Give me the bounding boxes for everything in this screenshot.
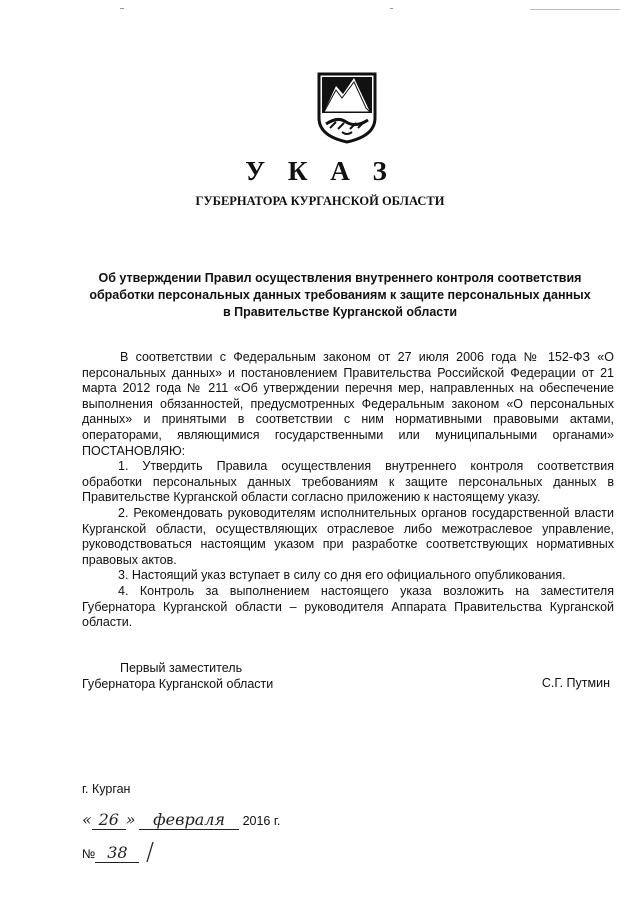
signatory-name: С.Г. Путмин [541, 676, 610, 690]
heading-line: обработки персональных данных требованиям к защите персональных данных [89, 288, 591, 302]
body-paragraph: 3. Настоящий указ вступает в силу со дня его официального опубликования. [118, 568, 566, 583]
number-label: № [82, 847, 96, 861]
scan-artifact [120, 8, 124, 9]
document-subtitle: ГУБЕРНАТОРА КУРГАНСКОЙ ОБЛАСТИ [195, 194, 445, 208]
number-value: 38 [95, 843, 139, 863]
position-line: Губернатора Курганской области [82, 677, 274, 691]
position-line: Первый заместитель [120, 661, 243, 675]
date-month: февраля [139, 810, 239, 830]
document-date [82, 810, 280, 830]
document-heading [70, 270, 610, 321]
document-title: У К А З [245, 156, 395, 186]
handwritten-stroke-icon [143, 840, 157, 864]
city: г. Курган [82, 782, 131, 796]
date-open-quote: « [82, 810, 92, 829]
scan-artifact [390, 8, 393, 9]
body-paragraph: В соответствии с Федеральным законом от 27 июля 2006 года № 152-ФЗ «О персональных данных» и постановлением Правительства Российской Федерации от 21 марта 2012 года № 211 «Об утверждении перечня мер, направленных на обеспечение выполнения обязанностей, предусмотренных Федеральным законом «О персональных данных» и принятыми в соответствии с ним нормативными правовыми актами, операторами, являющимися государственными или муниципальными органами» ПОСТАНОВЛЯЮ: [82, 350, 614, 458]
signatory-position [82, 660, 273, 692]
heading-line: в Правительстве Курганской области [222, 305, 458, 319]
body-paragraph: 2. Рекомендовать руководителям исполнительных органов государственной власти Курганской области, осуществляющих отраслевое либо межотраслевое управление, руководствоваться настоящим указом при разработке соответствующих нормативных правовых актов. [82, 505, 614, 567]
heading-line: Об утверждении Правил осуществления внутреннего контроля соответствия [98, 271, 582, 285]
scan-artifact [530, 9, 620, 10]
document-body [82, 350, 614, 631]
body-paragraph: 4. Контроль за выполнением настоящего указа возложить на заместителя Губернатора Курганской области – руководителя Аппарата Правительства Курганской области. [82, 583, 614, 630]
date-year: 2016 г. [242, 814, 281, 828]
body-paragraph: 1. Утвердить Правила осуществления внутреннего контроля соответствия обработки персональных данных требованиям к защите персональных данных в Правительстве Курганской области согласно приложению к настоящему указу. [82, 459, 614, 505]
date-close-quote: » [125, 810, 136, 829]
date-day: 26 [92, 810, 126, 830]
document-number [82, 840, 157, 864]
kurgan-coat-of-arms-icon [316, 72, 378, 144]
